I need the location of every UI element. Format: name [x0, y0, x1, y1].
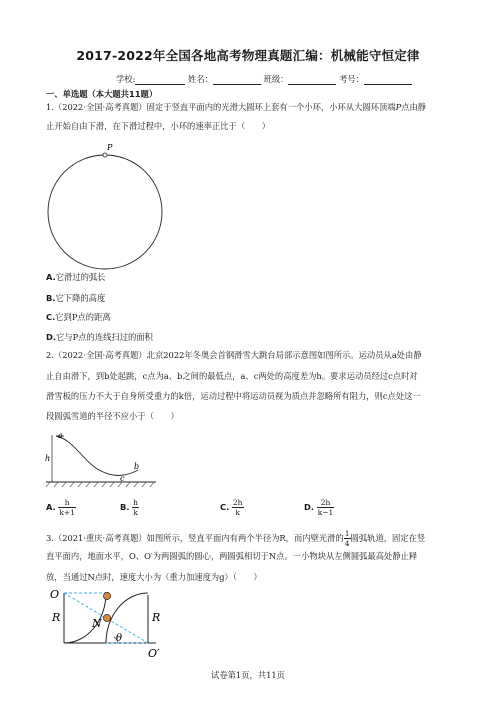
label-h: h — [45, 454, 51, 463]
q1-option-a[interactable] — [46, 271, 106, 283]
q3-text-b: 圆弧轨道，固定在竖 — [350, 533, 426, 543]
q2-line1: 2.（2022·全国·高考真题）北京2022年冬奥会首钢滑雪大跳台局部示意图如图所示。运动员从a处由静 — [46, 350, 422, 360]
label-a: a — [58, 431, 63, 440]
q2-line2: 止自由滑下，到b处起跳，c点为a、b之间的最低点，a、c两处的高度差为h。要求运动员经过c点时对 — [46, 371, 418, 381]
option-letter: C. — [220, 502, 230, 512]
option-fraction — [132, 498, 139, 517]
right-arc — [106, 593, 148, 643]
big-ring — [48, 155, 162, 269]
q1-option-c[interactable] — [46, 311, 111, 323]
option-letter: B. — [120, 502, 130, 512]
q3-line3: 放，当通过N点时，速度大小为（重力加速度为g）（ ） — [46, 572, 262, 582]
page-footer: 试卷第1页，共11页 — [211, 670, 285, 680]
number-blank[interactable] — [364, 75, 412, 85]
number-label: 考号： — [339, 74, 365, 84]
frac-den: 4 — [344, 539, 350, 548]
q3-text-a: 3.（2021·重庆·高考真题）如图所示，竖直平面内有两个半径为R，而内壁光滑的 — [46, 533, 344, 543]
q1-var-p: P — [395, 102, 402, 112]
quarter-fraction — [344, 529, 351, 548]
option-letter: C. — [46, 312, 56, 322]
frac-num: 2h — [232, 498, 243, 507]
label-c: c — [120, 474, 125, 483]
q2-line3: 滑雪板的压力不大于自身所受重力的k倍，运动过程中将运动员视为质点并忽略所有阻力，则c点处这一 — [46, 391, 421, 401]
ski-track — [56, 436, 138, 476]
q2-option-a[interactable] — [46, 498, 76, 517]
q3-line1 — [46, 529, 425, 548]
class-blank[interactable] — [288, 75, 336, 85]
option-letter: A. — [46, 272, 56, 282]
q1-line2: 止开始自由下滑，在下滑过程中，小环的速率正比于（ ） — [46, 121, 271, 131]
option-text: 它到P点的距离 — [55, 312, 111, 322]
name-blank[interactable] — [213, 75, 261, 85]
q1-text-b: 点由静 — [401, 102, 427, 112]
option-fraction — [232, 498, 244, 517]
q2-option-d[interactable] — [304, 498, 334, 517]
label-r-left: R — [52, 611, 61, 624]
student-info-line — [116, 73, 412, 85]
block-at-n — [103, 614, 110, 621]
q3-line2: 直平面内，地面水平，O、O′为两圆弧的圆心，两圆弧相切于N点。一小物块从左侧圆弧最高处静止释 — [46, 551, 418, 561]
q1-line1 — [46, 101, 426, 113]
page-title: 2017-2022年全国各地高考物理真题汇编：机械能守恒定律 — [76, 48, 420, 63]
q1-circle-figure — [44, 140, 174, 275]
option-letter: A. — [46, 502, 56, 512]
frac-num: h — [133, 498, 138, 507]
option-fraction — [317, 498, 335, 517]
section-heading: 一、单选题（本大题共11题） — [46, 89, 158, 99]
q2-option-b[interactable] — [120, 498, 139, 517]
option-text: 它滑过的弧长 — [55, 272, 106, 282]
frac-den: k+1 — [59, 508, 75, 517]
frac-num: 2h — [317, 498, 335, 508]
frac-num: h — [58, 498, 76, 508]
option-letter: B. — [46, 293, 56, 303]
label-theta: θ — [116, 633, 123, 644]
ground-hatching — [46, 482, 154, 487]
q2-ski-figure — [44, 430, 164, 492]
block-top — [103, 592, 110, 599]
q1-option-b[interactable] — [46, 292, 105, 304]
label-b: b — [134, 462, 140, 471]
q2-line4: 段圆弧雪道的半径不应小于（ ） — [46, 411, 179, 421]
name-label: 姓名： — [188, 74, 213, 84]
frac-den: k — [133, 508, 138, 517]
frac-den: k−1 — [317, 508, 334, 517]
small-ring — [103, 153, 107, 157]
school-label: 学校: — [116, 74, 136, 84]
school-blank[interactable] — [135, 75, 185, 85]
fig-label-p: P — [107, 143, 113, 152]
option-text: 它与P点的连线扫过的面积 — [56, 332, 153, 342]
option-letter: D. — [304, 502, 315, 512]
option-letter: D. — [46, 332, 57, 342]
label-o: O — [50, 588, 60, 601]
frac-num: 1 — [344, 529, 350, 538]
q3-arc-figure — [44, 585, 174, 665]
q1-option-d[interactable] — [46, 331, 153, 343]
q1-text-a: 1.（2022·全国·高考真题）固定于竖直平面内的光滑大圆环上套有一个小环，小环从大圆环顶端 — [46, 102, 396, 112]
option-fraction — [58, 498, 76, 517]
frac-den: k — [235, 508, 240, 517]
option-text: 它下降的高度 — [55, 293, 106, 303]
label-o-prime: O′ — [148, 647, 160, 660]
q2-option-c[interactable] — [220, 498, 244, 517]
label-n: N — [92, 617, 102, 630]
class-label: 班级： — [263, 74, 289, 84]
label-r-right: R — [152, 611, 161, 624]
